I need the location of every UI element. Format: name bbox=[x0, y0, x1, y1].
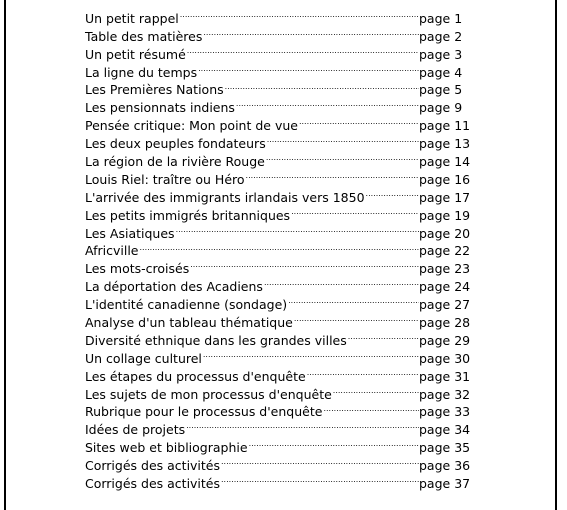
toc-entry-page: page 33 bbox=[419, 404, 471, 420]
toc-dot-leader bbox=[221, 452, 419, 470]
toc-entry-title: Les mots-croisés bbox=[85, 261, 190, 277]
toc-entry-page: page 13 bbox=[419, 136, 471, 152]
toc-dot-leader bbox=[187, 41, 419, 59]
toc-entry-title: Un collage culturel bbox=[85, 350, 202, 366]
toc-dot-leader bbox=[333, 381, 419, 399]
toc-entry-title: Corrigés des activités bbox=[85, 458, 221, 474]
toc-dot-leader bbox=[323, 399, 419, 417]
toc-entry-page: page 22 bbox=[419, 243, 471, 259]
toc-entry-title: Sites web et bibliographie bbox=[85, 440, 248, 456]
toc-dot-leader bbox=[366, 184, 419, 202]
toc-dot-leader bbox=[307, 363, 419, 381]
toc-entry-title: Les Asiatiques bbox=[85, 225, 175, 241]
toc-entry-page: page 1 bbox=[419, 10, 463, 26]
toc-entry-page: page 2 bbox=[419, 28, 463, 44]
toc-dot-leader bbox=[198, 59, 419, 77]
toc-entry-title: Louis Riel: traître ou Héro bbox=[85, 171, 245, 187]
toc-entry-title: Idées de projets bbox=[85, 422, 186, 438]
toc-entry-title: Les Premières Nations bbox=[85, 82, 224, 98]
toc-dot-leader bbox=[249, 434, 419, 452]
toc-entry-title: Africville bbox=[85, 243, 139, 259]
toc-entry-title: La déportation des Acadiens bbox=[85, 279, 263, 295]
toc-entry-page: page 37 bbox=[419, 476, 471, 492]
toc-entry-page: page 14 bbox=[419, 154, 471, 170]
toc-entry bbox=[85, 255, 471, 277]
toc-entry-title: Pensée critique: Mon point de vue bbox=[85, 118, 298, 134]
toc-entry-page: page 28 bbox=[419, 315, 471, 331]
toc-dot-leader bbox=[176, 220, 419, 238]
toc-entry-page: page 34 bbox=[419, 422, 471, 438]
toc-dot-leader bbox=[246, 166, 419, 184]
page-border-right bbox=[555, 0, 557, 510]
toc-dot-leader bbox=[267, 130, 419, 148]
toc-entry-title: L'arrivée des immigrants irlandais vers 1850 bbox=[85, 189, 365, 205]
toc-entry-page: page 16 bbox=[419, 171, 471, 187]
toc-dot-leader bbox=[288, 291, 419, 309]
toc-dot-leader bbox=[140, 238, 420, 256]
toc-dot-leader bbox=[190, 255, 419, 273]
toc-entry-title: Un petit rappel bbox=[85, 10, 179, 26]
toc-entry-page: page 3 bbox=[419, 46, 463, 62]
toc-entry-title: Les petits immigrés britanniques bbox=[85, 207, 291, 223]
toc-entry-title: Table des matières bbox=[85, 28, 203, 44]
toc-entry-title: Un petit résumé bbox=[85, 46, 186, 62]
toc-entry bbox=[85, 5, 467, 26]
toc-dot-leader bbox=[294, 309, 419, 327]
toc-dot-leader bbox=[186, 416, 419, 434]
toc-entry-page: page 27 bbox=[419, 297, 471, 313]
toc-entry-title: Corrigés des activités bbox=[85, 476, 221, 492]
toc-entry-title: Les étapes du processus d'enquête bbox=[85, 368, 306, 384]
toc-entry-title: Rubrique pour le processus d'enquête bbox=[85, 404, 323, 420]
table-of-contents bbox=[85, 5, 471, 492]
toc-dot-leader bbox=[291, 202, 419, 220]
toc-entry-page: page 29 bbox=[419, 332, 471, 348]
page-border-left bbox=[4, 0, 6, 510]
toc-dot-leader bbox=[180, 5, 419, 23]
toc-dot-leader bbox=[221, 470, 419, 488]
toc-entry-page: page 20 bbox=[419, 225, 471, 241]
toc-entry-page: page 32 bbox=[419, 386, 471, 402]
toc-entry bbox=[85, 238, 471, 259]
toc-entry-title: Les deux peuples fondateurs bbox=[85, 136, 266, 152]
toc-dot-leader bbox=[225, 77, 419, 95]
toc-entry-page: page 35 bbox=[419, 440, 471, 456]
toc-dot-leader bbox=[203, 345, 419, 363]
toc-dot-leader bbox=[264, 273, 419, 291]
toc-dot-leader bbox=[299, 112, 419, 130]
toc-entry-page: page 36 bbox=[419, 458, 471, 474]
toc-entry-title: Diversité ethnique dans les grandes villes bbox=[85, 332, 347, 348]
toc-dot-leader bbox=[348, 327, 419, 345]
toc-entry-page: page 30 bbox=[419, 350, 471, 366]
toc-entry-title: La région de la rivière Rouge bbox=[85, 154, 265, 170]
toc-entry-page: page 9 bbox=[419, 100, 463, 116]
toc-entry-page: page 24 bbox=[419, 279, 471, 295]
toc-dot-leader bbox=[266, 148, 419, 166]
toc-entry-title: Les pensionnats indiens bbox=[85, 100, 235, 116]
toc-dot-leader bbox=[203, 23, 419, 41]
toc-entry-page: page 23 bbox=[419, 261, 471, 277]
toc-entry-page: page 11 bbox=[419, 118, 471, 134]
toc-entry-page: page 4 bbox=[419, 64, 463, 80]
toc-entry-page: page 31 bbox=[419, 368, 471, 384]
toc-entry-page: page 5 bbox=[419, 82, 463, 98]
toc-entry-title: Analyse d'un tableau thématique bbox=[85, 315, 293, 331]
toc-entry-title: La ligne du temps bbox=[85, 64, 198, 80]
toc-entry-page: page 19 bbox=[419, 207, 471, 223]
toc-entry-title: Les sujets de mon processus d'enquête bbox=[85, 386, 332, 402]
toc-dot-leader bbox=[236, 94, 419, 112]
toc-entry-page: page 17 bbox=[419, 189, 471, 205]
toc-entry-title: L'identité canadienne (sondage) bbox=[85, 297, 288, 313]
